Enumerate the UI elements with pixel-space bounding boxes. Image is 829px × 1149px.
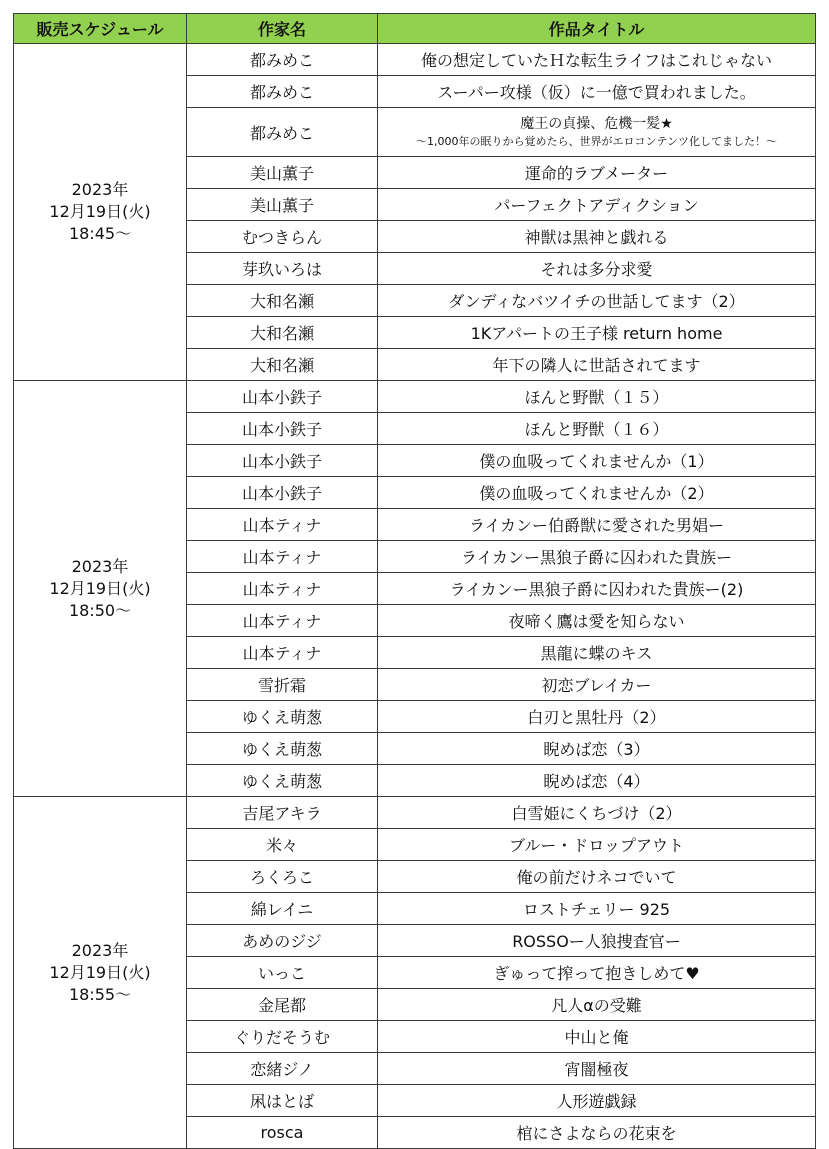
title-cell: 僕の血吸ってくれませんか（2） [378,477,816,509]
author-cell: 山本小鉄子 [187,445,378,477]
author-cell: ろくろこ [187,861,378,893]
title-cell: 白雪姫にくちづけ（2） [378,797,816,829]
title-cell: ロストチェリー 925 [378,893,816,925]
schedule-body [14,44,816,1149]
schedule-table [13,13,816,1149]
title-subtitle: ～1,000年の眠りから覚めたら、世界がエロコンテンツ化してました！～ [416,135,777,148]
title-cell: 中山と俺 [378,1021,816,1053]
title-cell: 俺の前だけネコでいて [378,861,816,893]
author-cell: 山本ティナ [187,509,378,541]
table-row [14,44,816,76]
slot-day: 12月19日(火) [49,578,151,598]
author-cell: 美山薫子 [187,157,378,189]
slot-time: 18:45～ [68,224,132,243]
author-cell: 山本小鉄子 [187,381,378,413]
title-cell: 白刃と黒牡丹（2） [378,701,816,733]
title-cell: 俺の想定していたＨな転生ライフはこれじゃない [378,44,816,76]
author-cell: 米々 [187,829,378,861]
title-cell: ほんと野獣（１５） [378,381,816,413]
schedule-slot-cell [14,797,187,1149]
title-main: 魔王の貞操、危機一髪★ [520,116,673,132]
author-cell: ゆくえ萌葱 [187,765,378,797]
title-cell: 僕の血吸ってくれませんか（1） [378,445,816,477]
schedule-slot-cell [14,381,187,797]
title-cell: 年下の隣人に世話されてます [378,349,816,381]
slot-time: 18:55～ [68,984,132,1004]
title-cell: パーフェクトアディクション [378,189,816,221]
title-cell: ライカンー黒狼子爵に囚われた貴族ー [378,541,816,573]
author-cell: 山本小鉄子 [187,413,378,445]
title-cell: 宵闇極夜 [378,1053,816,1085]
author-cell: 都みめこ [187,108,378,157]
author-cell: 金尾都 [187,989,378,1021]
title-cell [378,108,816,157]
title-cell: 初恋ブレイカー [378,669,816,701]
title-cell: 神獣は黒神と戯れる [378,221,816,253]
title-cell: ROSSOー人狼捜査官ー [378,925,816,957]
author-cell: rosca [187,1117,378,1149]
author-cell: ぐりだそうむ [187,1021,378,1053]
title-cell: それは多分求愛 [378,253,816,285]
author-cell: いっこ [187,957,378,989]
author-cell: 凩はとば [187,1085,378,1117]
author-cell: 山本ティナ [187,541,378,573]
author-cell: 大和名瀬 [187,317,378,349]
table-row [14,381,816,413]
author-cell: 都みめこ [187,44,378,76]
title-cell: ライカンー黒狼子爵に囚われた貴族ー(2) [378,573,816,605]
author-cell: 雪折霜 [187,669,378,701]
title-cell: 人形遊戯録 [378,1085,816,1117]
author-cell: 大和名瀬 [187,285,378,317]
header-author: 作家名 [187,14,378,44]
author-cell: 山本ティナ [187,637,378,669]
author-cell: ゆくえ萌葱 [187,701,378,733]
author-cell: 都みめこ [187,76,378,108]
author-cell: 山本ティナ [187,605,378,637]
table-row [14,797,816,829]
title-cell: 睨めば恋（3） [378,733,816,765]
slot-day: 12月19日(火) [49,202,151,221]
title-cell: 睨めば恋（4） [378,765,816,797]
author-cell: 山本小鉄子 [187,477,378,509]
title-cell: 夜啼く鷹は愛を知らない [378,605,816,637]
title-cell: ライカンー伯爵獣に愛された男娼ー [378,509,816,541]
title-cell: 棺にさよならの花束を [378,1117,816,1149]
author-cell: 綿レイニ [187,893,378,925]
slot-year: 2023年 [71,940,129,960]
header-title: 作品タイトル [378,14,816,44]
author-cell: 美山薫子 [187,189,378,221]
slot-time: 18:50～ [68,600,132,620]
author-cell: 芽玖いろは [187,253,378,285]
title-cell: 凡人αの受難 [378,989,816,1021]
header-schedule: 販売スケジュール [14,14,187,44]
title-cell: 1Kアパートの王子様 return home [378,317,816,349]
author-cell: ゆくえ萌葱 [187,733,378,765]
slot-year: 2023年 [71,180,129,199]
author-cell: 山本ティナ [187,573,378,605]
title-cell: ダンディなバツイチの世話してます（2） [378,285,816,317]
author-cell: むつきらん [187,221,378,253]
author-cell: 大和名瀬 [187,349,378,381]
header-row [14,14,816,44]
author-cell: 恋緒ジノ [187,1053,378,1085]
author-cell: 吉尾アキラ [187,797,378,829]
author-cell: あめのジジ [187,925,378,957]
slot-day: 12月19日(火) [49,962,151,982]
schedule-slot-cell [14,44,187,381]
title-cell: ほんと野獣（１６） [378,413,816,445]
title-cell: ぎゅって搾って抱きしめて♥ [378,957,816,989]
title-cell: スーパー攻様（仮）に一億で買われました。 [378,76,816,108]
title-cell: 黒龍に蝶のキス [378,637,816,669]
slot-year: 2023年 [71,556,129,576]
title-cell: 運命的ラブメーター [378,157,816,189]
title-cell: ブルー・ドロップアウト [378,829,816,861]
